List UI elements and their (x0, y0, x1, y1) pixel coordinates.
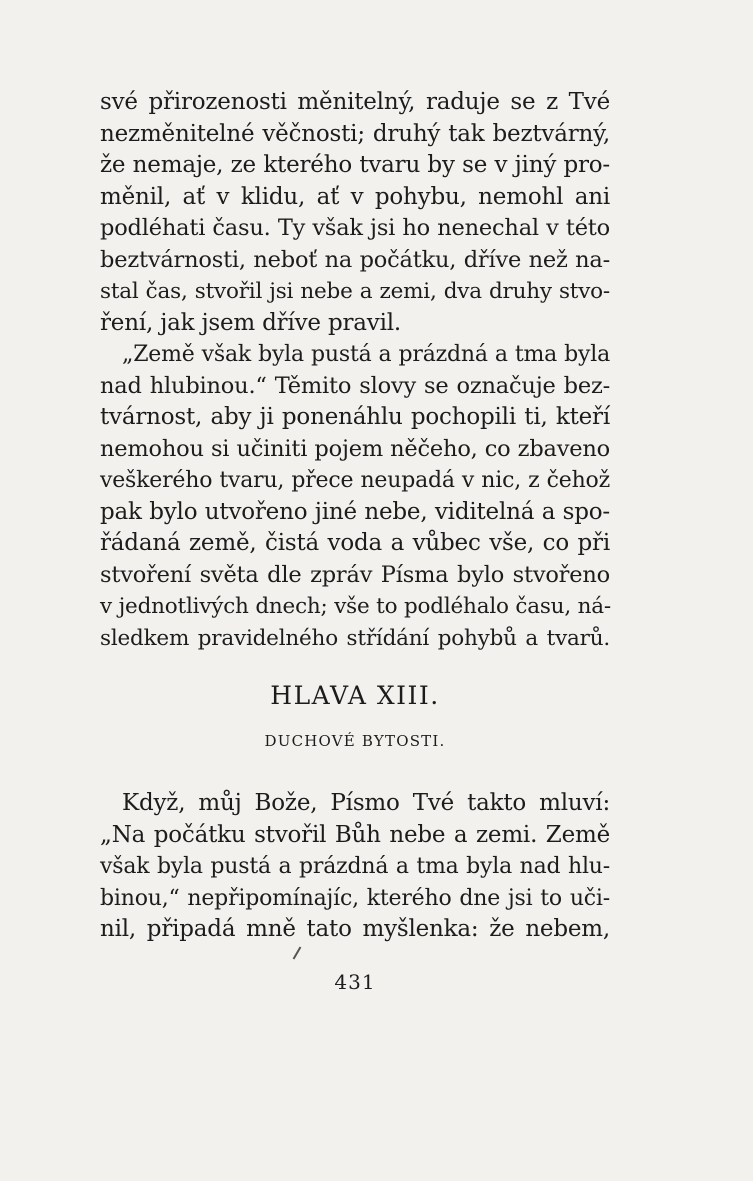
text-line: Když, můj Bože, Písmo Tvé takto mluví: (122, 790, 610, 816)
text-line: měnil, ať v klidu, ať v pohybu, nemohl ani (100, 183, 610, 210)
text-line: však byla pustá a prázdná a tma byla nad hlu- (100, 854, 610, 879)
text-line: pak bylo utvořeno jiné nebe, viditelná a spo- (100, 498, 610, 525)
paragraph-3 (100, 788, 610, 946)
chapter-title: HLAVA XIII. (270, 681, 440, 710)
text-line: že nemaje, ze kterého tvaru by se v jiný pro- (100, 152, 610, 178)
chapter-subtitle: DUCHOVÉ BYTOSTI. (264, 732, 446, 750)
stray-pen-mark (293, 946, 302, 959)
paragraph-1 (100, 87, 610, 339)
text-line: nezměnitelné věčnosti; druhý tak beztvárný, (100, 120, 610, 147)
text-line: tvárnost, aby ji ponenáhlu pochopili ti, kteří (100, 404, 610, 430)
text-line: stal čas, stvořil jsi nebe a zemi, dva druhy stvo- (100, 279, 610, 304)
text-line: nil, připadá mně tato myšlenka: že nebem, (100, 916, 610, 942)
page-number: 431 (334, 970, 376, 994)
text-line: nad hlubinou.“ Těmito slovy se označuje bez- (100, 372, 610, 399)
text-line: „Země však byla pustá a prázdná a tma byla (122, 342, 610, 367)
text-line: řádaná země, čistá voda a vůbec vše, co při (100, 530, 610, 556)
text-line: sledkem pravidelného střídání pohybů a tvarů. (100, 625, 610, 651)
text-line: v jednotlivých dnech; vše to podléhalo času, ná- (100, 594, 611, 619)
text-line: veškerého tvaru, přece neupadá v nic, z čehož (100, 468, 610, 493)
text-line: beztvárnosti, neboť na počátku, dříve než na- (100, 246, 610, 273)
text-line: své přirozenosti měnitelný, raduje se z Tvé (100, 89, 610, 115)
text-line: binou,“ nepřipomínajíc, kterého dne jsi to uči- (100, 885, 610, 911)
text-line: „Na počátku stvořil Bůh nebe a zemi. Země (100, 821, 610, 848)
text-line: stvoření světa dle zpráv Písma bylo stvořeno (100, 561, 610, 588)
paragraph-2 (100, 339, 610, 654)
text-line: ření, jak jsem dříve pravil. (100, 309, 401, 336)
text-line: nemohou si učiniti pojem něčeho, co zbaveno (100, 435, 610, 462)
text-line: podléhati času. Ty však jsi ho nenechal v této (100, 215, 610, 241)
